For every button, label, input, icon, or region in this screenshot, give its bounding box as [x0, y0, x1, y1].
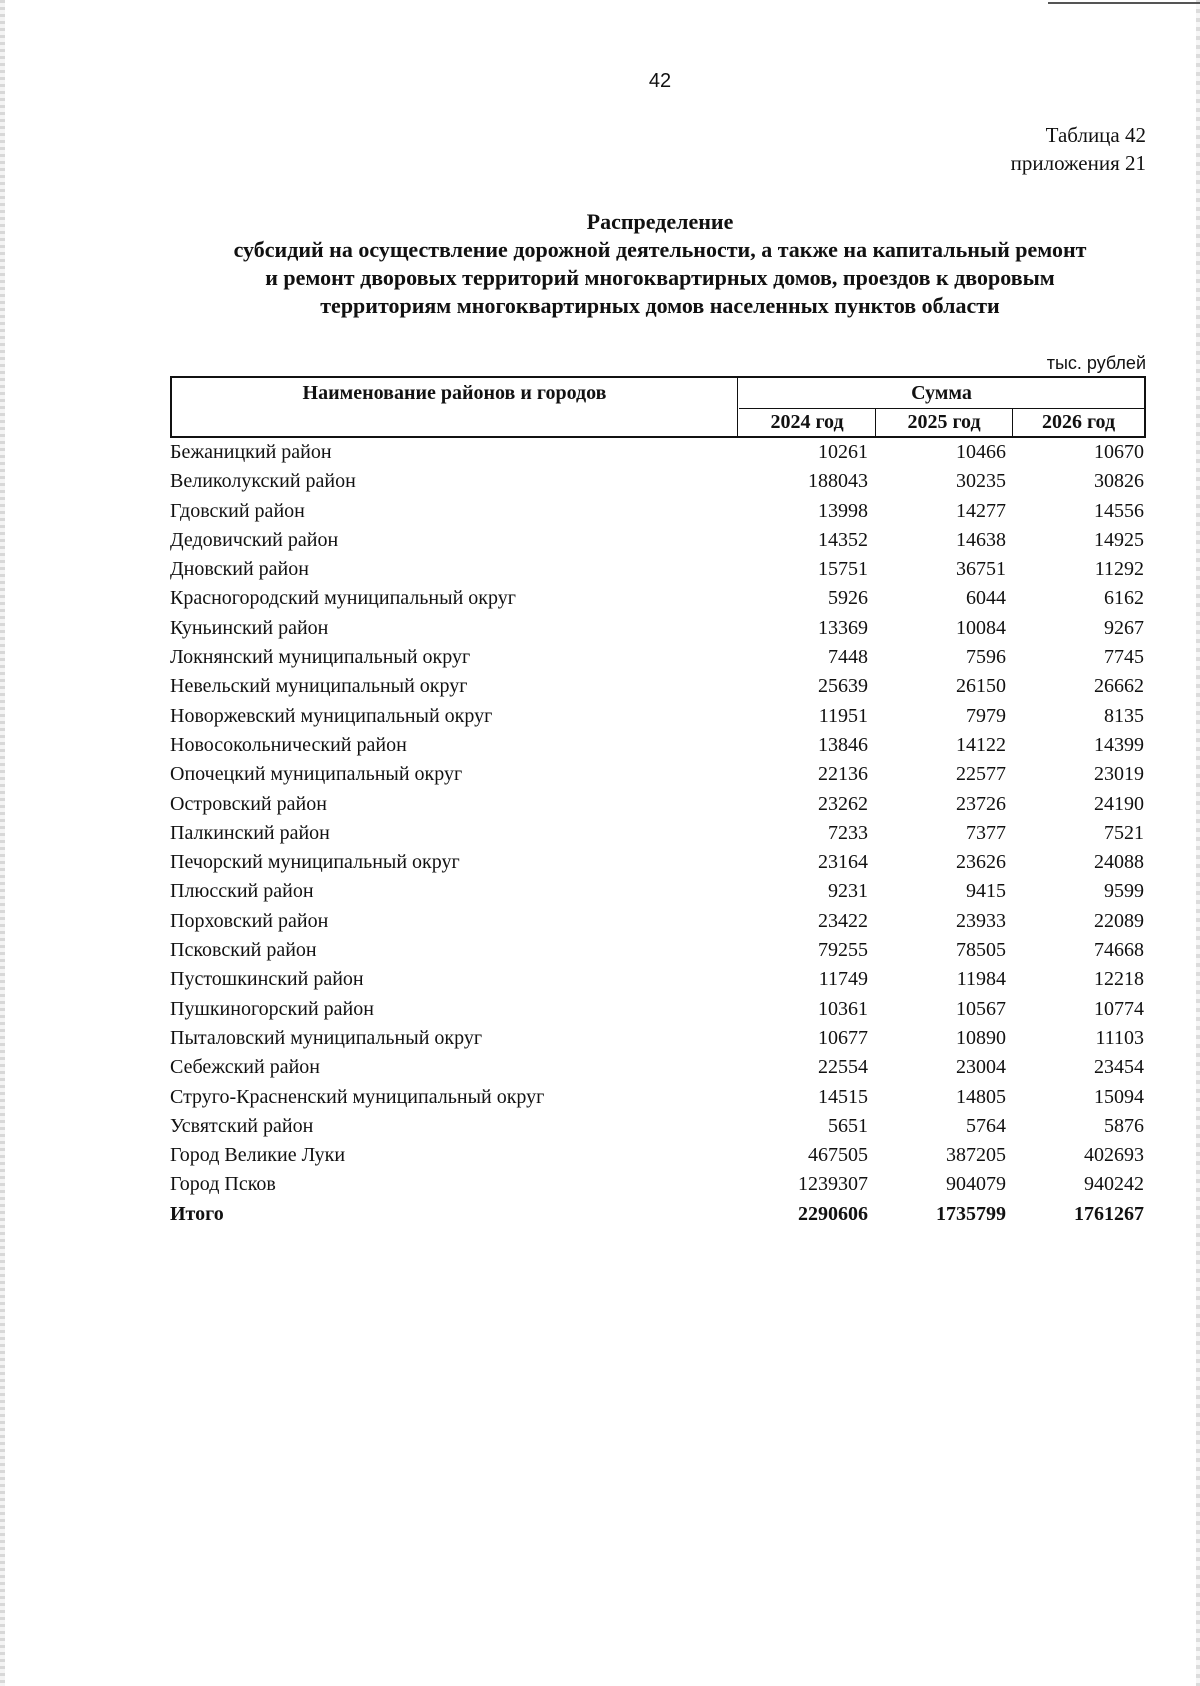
value-2025: 6044 [966, 587, 1006, 610]
scan-edge-left [0, 0, 5, 1686]
district-name: Порховский район [170, 909, 329, 932]
header-year-2025: 2025 год [876, 409, 1013, 436]
value-2025: 22577 [956, 763, 1006, 786]
table-row [170, 995, 1146, 1024]
district-name: Дедовичский район [170, 528, 339, 551]
header-name-column: Наименование районов и городов [172, 378, 738, 436]
value-2025: 7377 [966, 821, 1006, 844]
value-2026: 9267 [1104, 616, 1144, 639]
table-row [170, 1141, 1146, 1170]
table-row [170, 907, 1146, 936]
value-2024: 10361 [818, 997, 868, 1020]
value-2026: 11103 [1095, 1026, 1144, 1049]
value-2024: 1239307 [798, 1173, 868, 1196]
value-2024: 5926 [828, 587, 868, 610]
value-2024: 25639 [818, 675, 868, 698]
value-2025: 7596 [966, 646, 1006, 669]
table-header [170, 376, 1146, 438]
value-2024: 467505 [808, 1144, 868, 1167]
district-name: Палкинский район [170, 821, 330, 844]
table-row [170, 790, 1146, 819]
district-name: Опочецкий муниципальный округ [170, 763, 463, 786]
title-line-4: территориям многоквартирных домов населенных пунктов области [320, 293, 1000, 318]
value-2024: 10677 [818, 1026, 868, 1049]
district-name: Город Великие Луки [170, 1144, 346, 1167]
value-2026: 14925 [1094, 528, 1144, 551]
district-name: Локнянский муниципальный округ [170, 646, 471, 669]
district-name: Новоржевский муниципальный округ [170, 704, 493, 727]
district-name: Великолукский район [170, 470, 356, 493]
value-2024: 7233 [828, 821, 868, 844]
title-line-1: Распределение [586, 209, 734, 234]
value-2026: 5876 [1104, 1114, 1144, 1137]
value-2025: 1735799 [936, 1202, 1006, 1225]
value-2024: 188043 [808, 470, 868, 493]
value-2024: 2290606 [798, 1202, 868, 1225]
district-name: Куньинский район [170, 616, 329, 639]
value-2026: 74668 [1094, 939, 1144, 962]
scan-top-line [1048, 2, 1200, 4]
appendix-ref-label: приложения 21 [1010, 151, 1146, 175]
table-row [170, 760, 1146, 789]
table-row [170, 877, 1146, 906]
page-number: 42 [648, 70, 672, 92]
value-2026: 8135 [1104, 704, 1144, 727]
table-row [170, 1024, 1146, 1053]
value-2024: 13369 [818, 616, 868, 639]
value-2025: 14805 [956, 1085, 1006, 1108]
value-2026: 23454 [1094, 1056, 1144, 1079]
value-2026: 1761267 [1074, 1202, 1144, 1225]
value-2025: 10567 [956, 997, 1006, 1020]
table-row [170, 555, 1146, 584]
district-name: Усвятский район [170, 1114, 314, 1137]
district-name: Себежский район [170, 1056, 320, 1079]
value-2024: 79255 [818, 939, 868, 962]
value-2024: 11749 [818, 968, 868, 991]
value-2025: 23004 [956, 1056, 1006, 1079]
district-name: Невельский муниципальный округ [170, 675, 468, 698]
value-2026: 14399 [1094, 733, 1144, 756]
subsidy-table [170, 376, 1146, 1229]
table-ref-label: Таблица 42 [1045, 123, 1146, 147]
value-2026: 30826 [1094, 470, 1144, 493]
value-2025: 78505 [956, 939, 1006, 962]
value-2025: 904079 [946, 1173, 1006, 1196]
value-2026: 402693 [1084, 1144, 1144, 1167]
value-2025: 10466 [956, 441, 1006, 463]
title-line-2: субсидий на осуществление дорожной деятельности, а также на капитальный ремонт [233, 237, 1087, 262]
value-2026: 940242 [1084, 1173, 1144, 1196]
value-2024: 11951 [818, 704, 868, 727]
value-2026: 7521 [1104, 821, 1144, 844]
district-name: Новосокольнический район [170, 733, 407, 756]
value-2026: 24088 [1094, 851, 1144, 874]
table-row [170, 643, 1146, 672]
value-2024: 23262 [818, 792, 868, 815]
value-2026: 11292 [1094, 558, 1144, 581]
district-name: Пыталовский муниципальный округ [170, 1026, 483, 1049]
value-2024: 14352 [818, 528, 868, 551]
table-row [170, 1053, 1146, 1082]
table-row [170, 1112, 1146, 1141]
value-2025: 36751 [956, 558, 1006, 581]
value-2025: 7979 [966, 704, 1006, 727]
table-row [170, 936, 1146, 965]
district-name: Пустошкинский район [170, 968, 364, 991]
table-row [170, 702, 1146, 731]
value-2026: 10774 [1094, 997, 1144, 1020]
table-reference [1011, 121, 1146, 177]
total-label: Итого [170, 1202, 224, 1225]
value-2024: 14515 [818, 1085, 868, 1108]
table-row [170, 584, 1146, 613]
value-2026: 12218 [1094, 968, 1144, 991]
value-2025: 10084 [956, 616, 1006, 639]
value-2026: 7745 [1104, 646, 1144, 669]
district-name: Островский район [170, 792, 327, 815]
value-2025: 387205 [946, 1144, 1006, 1167]
district-name: Пушкиногорский район [170, 997, 374, 1020]
header-year-2026: 2026 год [1041, 411, 1116, 433]
value-2025: 11984 [956, 968, 1006, 991]
district-name: Гдовский район [170, 499, 305, 522]
district-name: Красногородский муниципальный округ [170, 587, 516, 610]
value-2025: 14277 [956, 499, 1006, 522]
table-row [170, 1083, 1146, 1112]
value-2026: 6162 [1104, 587, 1144, 610]
table-row [170, 848, 1146, 877]
value-2026: 10670 [1094, 441, 1144, 463]
district-name: Плюсский район [170, 880, 314, 903]
value-2024: 22554 [818, 1056, 868, 1079]
table-body [170, 438, 1146, 1229]
header-year-2024: 2024 год [739, 409, 876, 436]
district-name: Дновский район [170, 558, 309, 581]
value-2026: 24190 [1094, 792, 1144, 815]
district-name: Бежаницкий район [170, 441, 332, 463]
total-row [170, 1200, 1146, 1229]
header-sum-column: Сумма [739, 378, 1144, 409]
value-2026: 9599 [1104, 880, 1144, 903]
value-2025: 9415 [966, 880, 1006, 903]
value-2025: 14638 [956, 528, 1006, 551]
table-row [170, 1170, 1146, 1199]
table-row [170, 614, 1146, 643]
value-2024: 7448 [828, 646, 868, 669]
value-2025: 26150 [956, 675, 1006, 698]
value-2026: 14556 [1094, 499, 1144, 522]
value-2024: 23164 [818, 851, 868, 874]
value-2024: 9231 [828, 880, 868, 903]
district-name: Город Псков [170, 1173, 276, 1196]
district-name: Печорский муниципальный округ [170, 851, 460, 874]
table-row [170, 672, 1146, 701]
scan-edge-right [1196, 0, 1200, 1686]
value-2025: 30235 [956, 470, 1006, 493]
table-row [170, 438, 1146, 467]
value-2024: 13846 [818, 733, 868, 756]
table-row [170, 497, 1146, 526]
district-name: Струго-Красненский муниципальный округ [170, 1085, 545, 1108]
value-2024: 15751 [818, 558, 868, 581]
value-2024: 5651 [828, 1114, 868, 1137]
value-2024: 13998 [818, 499, 868, 522]
value-2026: 15094 [1094, 1085, 1144, 1108]
table-row [170, 731, 1146, 760]
value-2025: 23933 [956, 909, 1006, 932]
document-title [170, 208, 1150, 320]
table-row [170, 467, 1146, 496]
value-2025: 5764 [966, 1114, 1006, 1137]
value-2025: 14122 [956, 733, 1006, 756]
title-line-3: и ремонт дворовых территорий многоквартирных домов, проездов к дворовым [265, 265, 1055, 290]
value-2024: 22136 [818, 763, 868, 786]
value-2026: 23019 [1094, 763, 1144, 786]
table-row [170, 526, 1146, 555]
value-2025: 23626 [956, 851, 1006, 874]
district-name: Псковский район [170, 939, 317, 962]
value-2026: 26662 [1094, 675, 1144, 698]
value-2025: 23726 [956, 792, 1006, 815]
value-2026: 22089 [1094, 909, 1144, 932]
table-row [170, 819, 1146, 848]
value-2025: 10890 [956, 1026, 1006, 1049]
value-2024: 23422 [818, 909, 868, 932]
units-label: тыс. рублей [1046, 353, 1146, 373]
table-row [170, 965, 1146, 994]
value-2024: 10261 [818, 441, 868, 463]
